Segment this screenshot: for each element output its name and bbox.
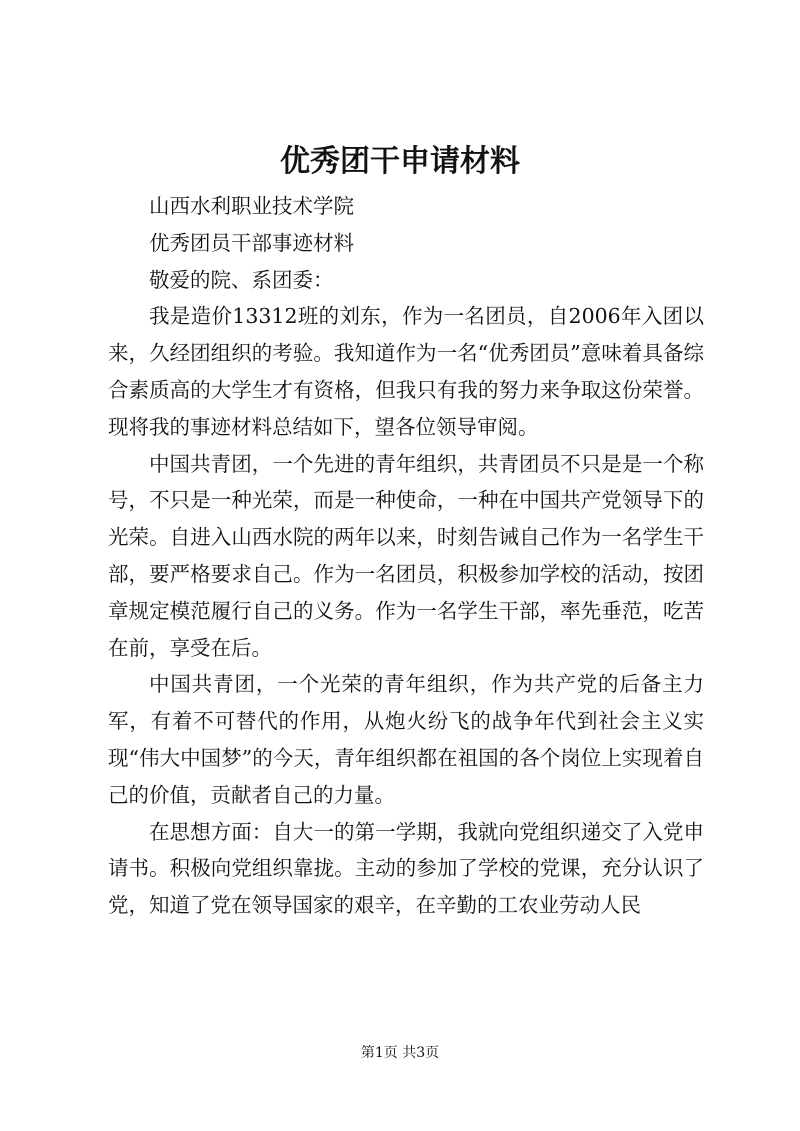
document-title: 优秀团干申请材料 [280, 144, 520, 179]
paragraph-salutation: 敬爱的院、系团委： [149, 267, 334, 292]
paragraph-league-2: 中国共青团，一个光荣的青年组织，作为共产党的后备主力军，有着不可替代的作用，从炮火纷飞的战争年代到社会主义实现“伟大中国梦”的今天，青年组织都在祖国的各个岗位上实现着自己的价值，贡献者自己的力量。 [108, 672, 704, 807]
page-number-footer: 第1页 共3页 [360, 1045, 440, 1061]
document-body [108, 188, 704, 924]
paragraph-subtitle: 优秀团员干部事迹材料 [149, 230, 354, 255]
paragraph-school: 山西水利职业技术学院 [149, 194, 354, 218]
paragraph-intro: 我是造价13312班的刘东，作为一名团员，自2006年入团以来，久经团组织的考验。我知道作为一名“优秀团员”意味着具备综合素质高的大学生才有资格，但我只有我的努力来争取这份荣誉。现将我的事迹材料总结如下，望各位领导审阅。 [108, 304, 704, 439]
paragraph-league-1: 中国共青团，一个先进的青年组织，共青团员不只是是一个称号，不只是一种光荣，而是一种使命，一种在中国共产党领导下的光荣。自进入山西水院的两年以来，时刻告诫自己作为一名学生干部，要严格要求自己。作为一名团员，积极参加学校的活动，按团章规定模范履行自己的义务。作为一名学生干部，率先垂范，吃苦在前，享受在后。 [108, 451, 704, 660]
paragraph-thought: 在思想方面：自大一的第一学期，我就向党组织递交了入党申请书。积极向党组织靠拢。主动的参加了学校的党课，充分认识了党，知道了党在领导国家的艰辛，在辛勤的工农业劳动人民 [108, 819, 704, 918]
